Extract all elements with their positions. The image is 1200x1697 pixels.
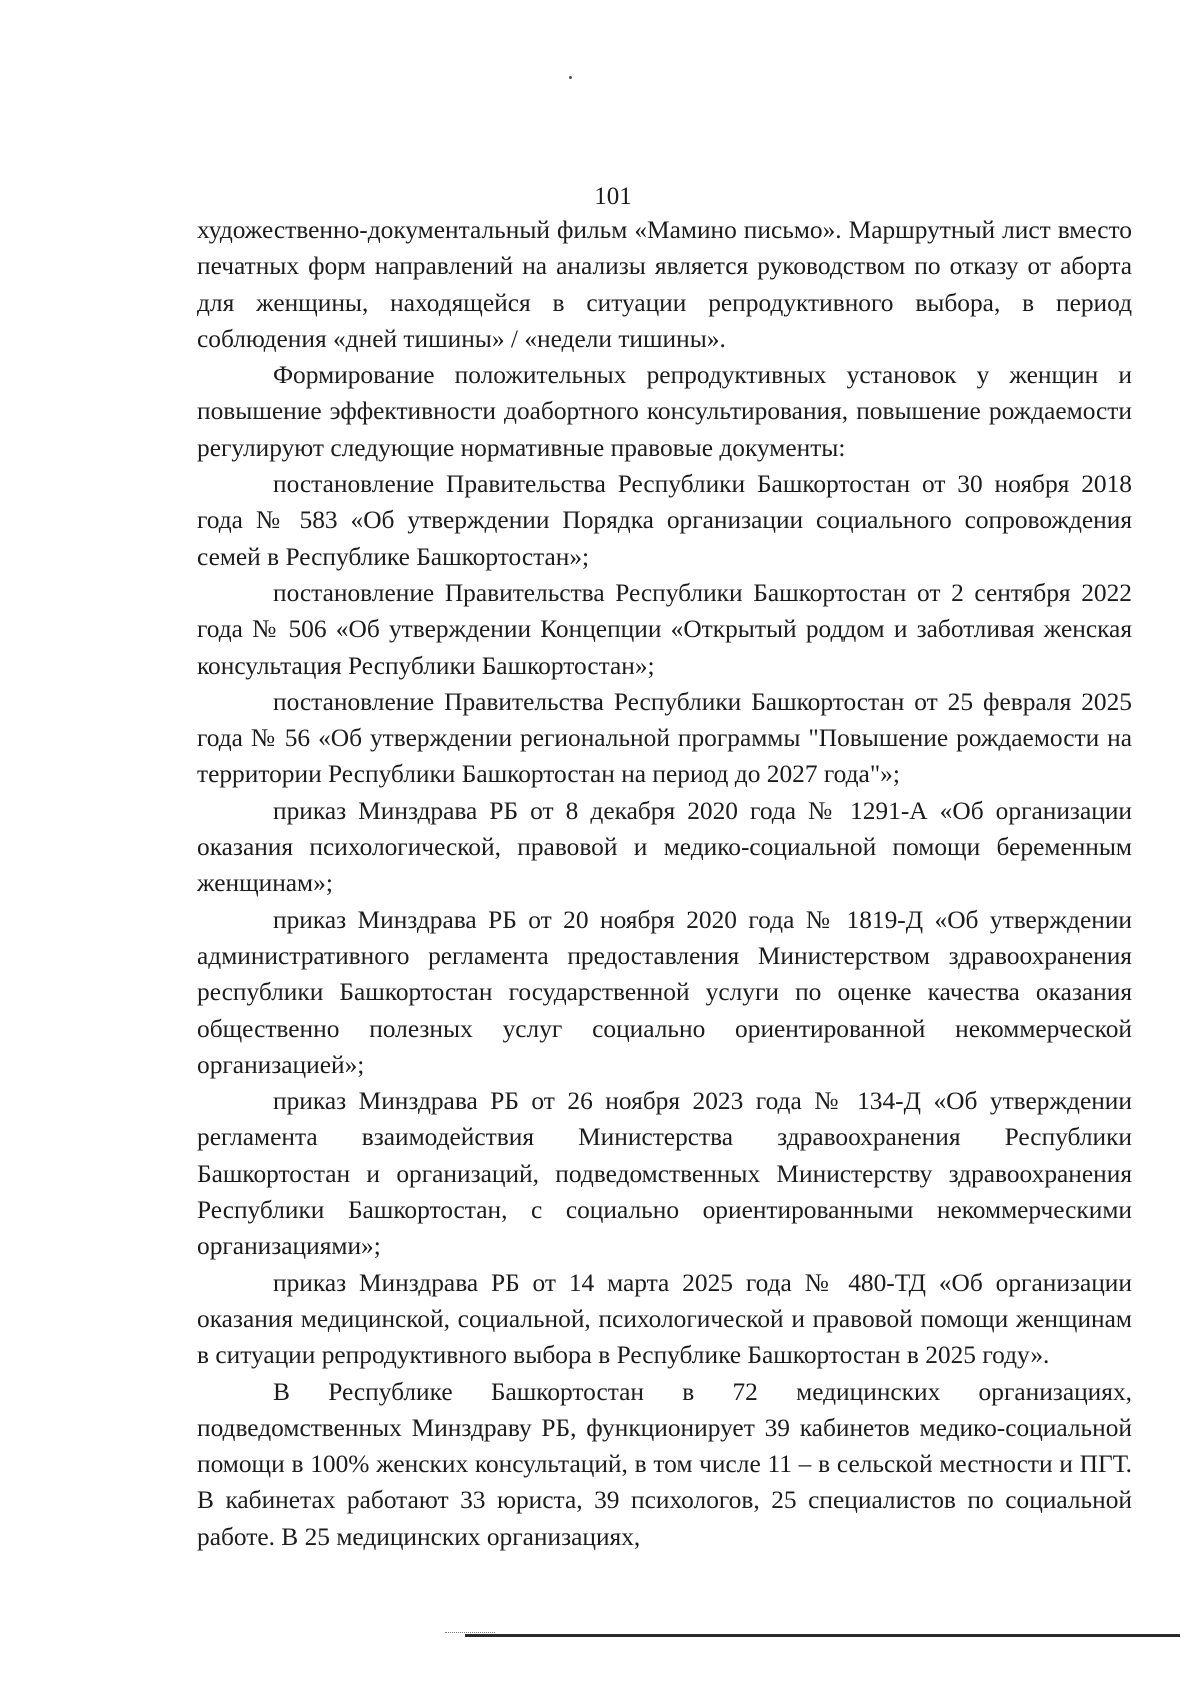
scan-speck: [569, 76, 572, 79]
bottom-rule: [465, 1634, 1180, 1637]
paragraph-order-480: приказ Минздрава РБ от 14 марта 2025 года № 480-ТД «Об организации оказания медицинской, социальной, психологической и правовой помощи женщинам в ситуации репродуктивного выбора в Республике Башкортостан в 2025 году».: [197, 1268, 1132, 1370]
paragraph-order-1291: приказ Минздрава РБ от 8 декабря 2020 года № 1291-А «Об организации оказания психологической, правовой и медико-социальной помощи беременным женщинам»;: [197, 796, 1132, 898]
document-body: [197, 212, 1132, 1555]
paragraph-decree-56: постановление Правительства Республики Башкортостан от 25 февраля 2025 года № 56 «Об утверждении региональной программы "Повышение рождаемости на территории Республики Башкортостан на период до 2027 года"»;: [197, 687, 1132, 789]
scan-edge-mark: [445, 1632, 495, 1633]
paragraph-decree-506: постановление Правительства Республики Башкортостан от 2 сентября 2022 года № 506 «Об утверждении Концепции «Открытый роддом и заботливая женская консультация Республики Башкортостан»;: [197, 578, 1132, 680]
paragraph-order-1819: приказ Минздрава РБ от 20 ноября 2020 года № 1819-Д «Об утверждении административного регламента предоставления Министерством здравоохранения республики Башкортостан государственной услуги по оценке качества оказания общественно полезных услуг социально ориентированной некоммерческой организацией»;: [197, 905, 1132, 1079]
paragraph-intro-documents: Формирование положительных репродуктивных установок у женщин и повышение эффективности доабортного консультирования, повышение рождаемости регулируют следующие нормативные правовые документы:: [197, 361, 1132, 462]
paragraph-medical-social-rooms: В Республике Башкортостан в 72 медицинских организациях, подведомственных Минздраву РБ, функционирует 39 кабинетов медико-социальной помощи в 100% женских консультаций, в том числе 11 – в сельской местности и ПГТ. В кабинетах работают 33 юриста, 39 психологов, 25 специалистов по социальной работе. В 25 медицинских организациях,: [197, 1377, 1132, 1551]
paragraph-decree-583: постановление Правительства Республики Башкортостан от 30 ноября 2018 года № 583 «Об утверждении Порядка организации социального сопровождения семей в Республике Башкортостан»;: [197, 470, 1132, 571]
paragraph-order-134: приказ Минздрава РБ от 26 ноября 2023 года № 134-Д «Об утверждении регламента взаимодействия Министерства здравоохранения Республики Башкортостан и организаций, подведомственных Министерству здравоохранения Республики Башкортостан, с социально ориентированными некоммерческими организациями»;: [197, 1087, 1132, 1261]
paragraph-continuation: художественно-документальный фильм «Мамино письмо». Маршрутный лист вместо печатных форм направлений на анализы является руководством по отказу от аборта для женщины, находящейся в ситуации репродуктивного выбора, в период соблюдения «дней тишины» / «недели тишины».: [197, 216, 1132, 353]
page-number: 101: [594, 183, 632, 210]
